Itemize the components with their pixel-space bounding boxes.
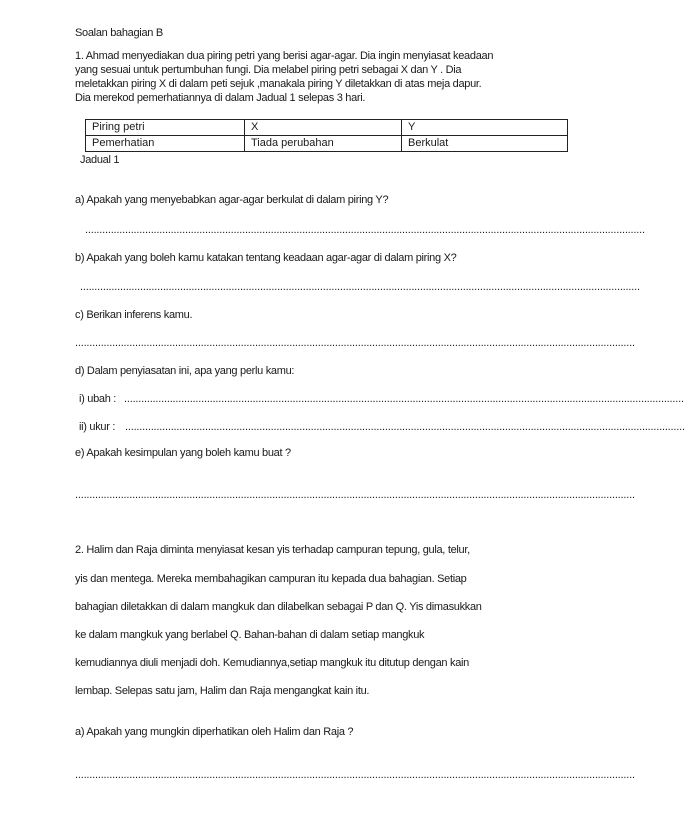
q2-text-line: yis dan mentega. Mereka membahagikan campuran itu kepada dua bahagian. Setiap [75, 573, 467, 585]
observation-table [85, 119, 568, 152]
question-1a: a) Apakah yang menyebabkan agar-agar berkulat di dalam piring Y? [75, 194, 389, 206]
q2-text-line: 2. Halim dan Raja diminta menyiasat kesan yis terhadap campuran tepung, gula, telur, [75, 544, 470, 556]
answer-line[interactable]: .................................................................................................................................................................................................... [75, 489, 635, 501]
question-1d-ii: ii) ukur : [79, 421, 116, 433]
q1-text-line: 1. Ahmad menyediakan dua piring petri yang berisi agar-agar. Dia ingin menyiasat keadaan [75, 50, 494, 62]
table-cell: X [245, 120, 402, 136]
table-cell: Pemerhatian [86, 136, 245, 152]
answer-line[interactable]: .................................................................................................................................................................................................... [75, 769, 635, 781]
q1-text-line: Dia merekod pemerhatiannya di dalam Jadual 1 selepas 3 hari. [75, 92, 366, 104]
answer-line[interactable]: .................................................................................................................................................................................................... [80, 281, 640, 293]
table-cell: Tiada perubahan [245, 136, 402, 152]
q2-text-line: ke dalam mangkuk yang berlabel Q. Bahan-bahan di dalam setiap mangkuk [75, 629, 425, 641]
table-cell: Berkulat [402, 136, 568, 152]
table-row [86, 120, 568, 136]
q1-text-line: meletakkan piring X di dalam peti sejuk ,manakala piring Y diletakkan di atas meja dapur. [75, 78, 482, 90]
table-cell: Y [402, 120, 568, 136]
q2-text-line: bahagian diletakkan di dalam mangkuk dan dilabelkan sebagai P dan Q. Yis dimasukkan [75, 601, 482, 613]
question-1e: e) Apakah kesimpulan yang boleh kamu buat ? [75, 447, 291, 459]
q1-text-line: yang sesuai untuk pertumbuhan fungi. Dia melabel piring petri sebagai X dan Y . Dia [75, 64, 462, 76]
table-row [86, 136, 568, 152]
question-1b: b) Apakah yang boleh kamu katakan tentang keadaan agar-agar di dalam piring X? [75, 252, 457, 264]
question-2a: a) Apakah yang mungkin diperhatikan oleh Halim dan Raja ? [75, 726, 354, 738]
answer-line[interactable]: .................................................................................................................................................................................................... [85, 224, 645, 236]
table-caption: Jadual 1 [80, 154, 120, 166]
question-1d: d) Dalam penyiasatan ini, apa yang perlu kamu: [75, 365, 295, 377]
question-1d-i: i) ubah : [79, 393, 117, 405]
table-cell: Piring petri [86, 120, 245, 136]
answer-line[interactable]: .................................................................................................................................................................................................... [125, 421, 685, 433]
section-heading: Soalan bahagian B [75, 27, 163, 39]
q2-text-line: kemudiannya diuli menjadi doh. Kemudiannya,setiap mangkuk itu ditutup dengan kain [75, 657, 469, 669]
answer-line[interactable]: .................................................................................................................................................................................................... [124, 393, 684, 405]
answer-line[interactable]: .................................................................................................................................................................................................... [75, 337, 635, 349]
q2-text-line: lembap. Selepas satu jam, Halim dan Raja mengangkat kain itu. [75, 685, 370, 697]
question-1c: c) Berikan inferens kamu. [75, 309, 193, 321]
